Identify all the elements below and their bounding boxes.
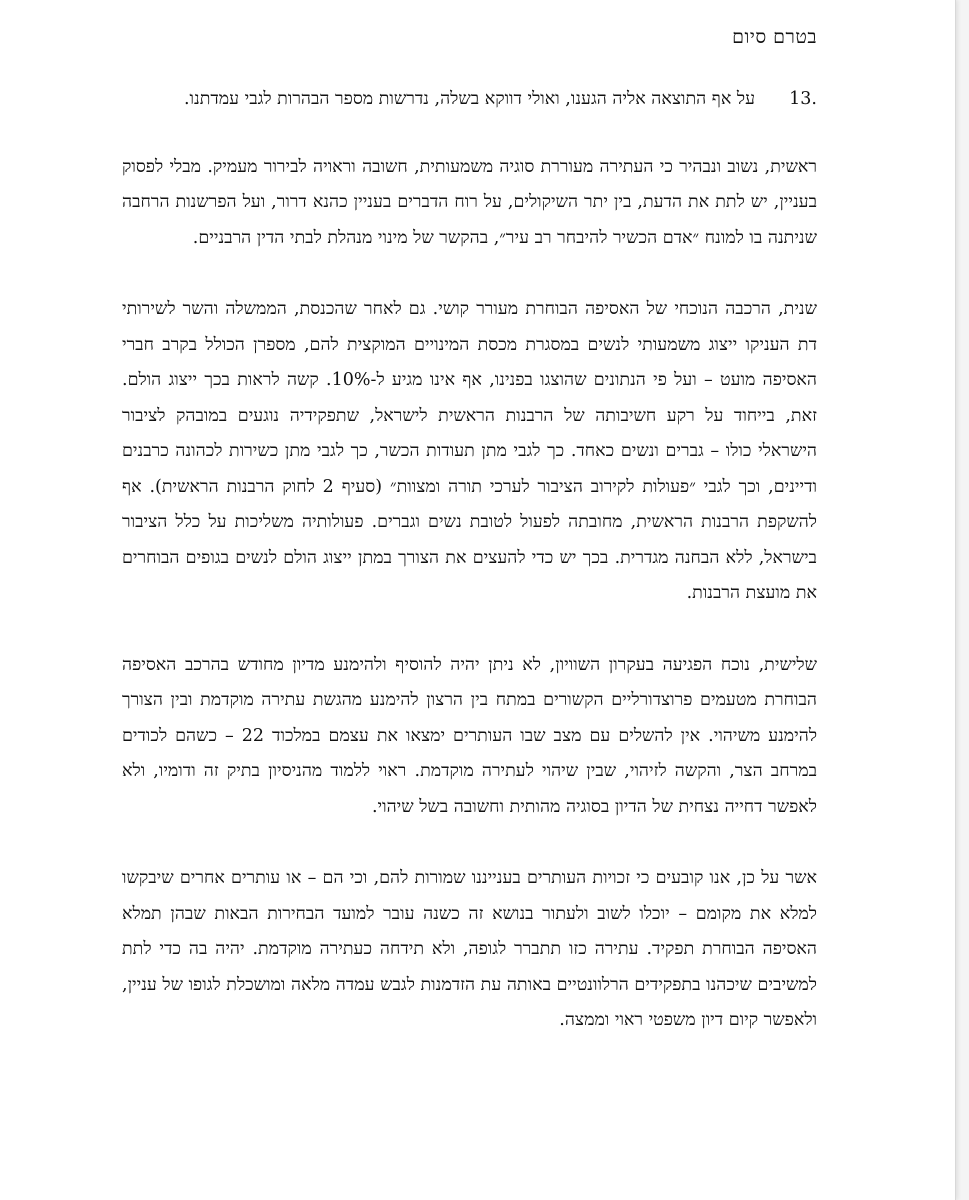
paragraph-first-point: ראשית, נשוב ונבהיר כי העתירה מעוררת סוגיה משמעותית, חשובה וראויה לבירור מעמיק. מבלי לפסוק בעניין, יש לתת את הדעת, בין יתר השיקולים, על רוח הדברים בעניין כהנא דרור, ועל הפרשנות הרחבה שניתנה בו למונח ״אדם הכשיר להיבחר רב עיר״, בהקשר של מינוי מנהלת לבתי הדין הרבניים. <box>122 156 817 248</box>
paragraph-third-point: שלישית, נוכח הפגיעה בעקרון השוויון, לא ניתן יהיה להוסיף ולהימנע מדיון מחודש בהרכב האסיפה הבוחרת מטעמים פרוצדורליים הקשורים במתח בין הרצון להימנע מהגשת עתירה מוקדמת ובין הצורך להימנע משיהוי. אין להשלים עם מצב שבו העותרים ימצאו את עצמם במלכוד 22 – כשהם לכודים במרחב הצר, והקשה לזיהוי, שבין שיהוי לעתירה מוקדמת. ראוי ללמוד מהניסיון בתיק זה ודומיו, ולא לאפשר דחייה נצחית של הדיון בסוגיה מהותית וחשובה בשל שיהוי. <box>122 654 818 817</box>
paragraph-conclusion: אשר על כן, אנו קובעים כי זכויות העותרים בענייננו שמורות להם, וכי הם – או עותרים אחרים שיבקשו למלא את מקומם – יוכלו לשוב ולעתור בנושא זה כשנה עובר למועד הבחירות הבאות שבהן תמלא האסיפה הבוחרת תפקיד. עתירה כזו תתברר לגופה, ולא תידחה כעתירה מוקדמת. יהיה בה כדי לתת למשיבים שיכהנו בתפקידים הרלוונטיים באותה עת הזדמנות לגבש עמדה מלאה ומושכלת לגופו של עניין, ולאפשר קיום דיון משפטי ראוי וממצה. <box>122 868 817 1030</box>
paragraph-13 <box>122 82 817 118</box>
page-header: בטרם סיום <box>732 26 817 48</box>
document-body <box>122 82 817 1075</box>
paragraph-number: 13. <box>789 89 817 109</box>
paragraph-text: על אף התוצאה אליה הגענו, ואולי דווקא בשלה, נדרשות מספר הבהרות לגבי עמדתנו. <box>183 89 755 109</box>
paragraph-second-point: שנית, הרכבה הנוכחי של האסיפה הבוחרת מעורר קושי. גם לאחר שהכנסת, הממשלה והשר לשירותי דת העניקו ייצוג משמעותי לנשים במסגרת מכסת המינויים המוקצית להם, מספרן הכולל בקרב חברי האסיפה מועט – ועל פי הנתונים שהוצגו בפנינו, אף אינו מגיע ל-10%. קשה לראות בכך ייצוג הולם. זאת, בייחוד על רקע חשיבותה של הרבנות הראשית לישראל, שתפקידיה נוגעים במובהק לציבור הישראלי כולו – גברים ונשים כאחד. כך לגבי מתן תעודות הכשר, כך לגבי מתן כשירות לכהונה כרבנים ודיינים, וכך לגבי ״פעולות לקירוב הציבור לערכי תורה ומצוות״ (סעיף 2 לחוק הרבנות הראשית). אף להשקפת הרבנות הראשית, מחובתה לפעול לטובת נשים וגברים. פעולותיה משליכות על כלל הציבור בישראל, ללא הבחנה מגדרית. בכך יש כדי להעצים את הצורך במתן ייצוג הולם לנשים בגופים הבוחרים את מועצת הרבנות. <box>122 299 817 603</box>
